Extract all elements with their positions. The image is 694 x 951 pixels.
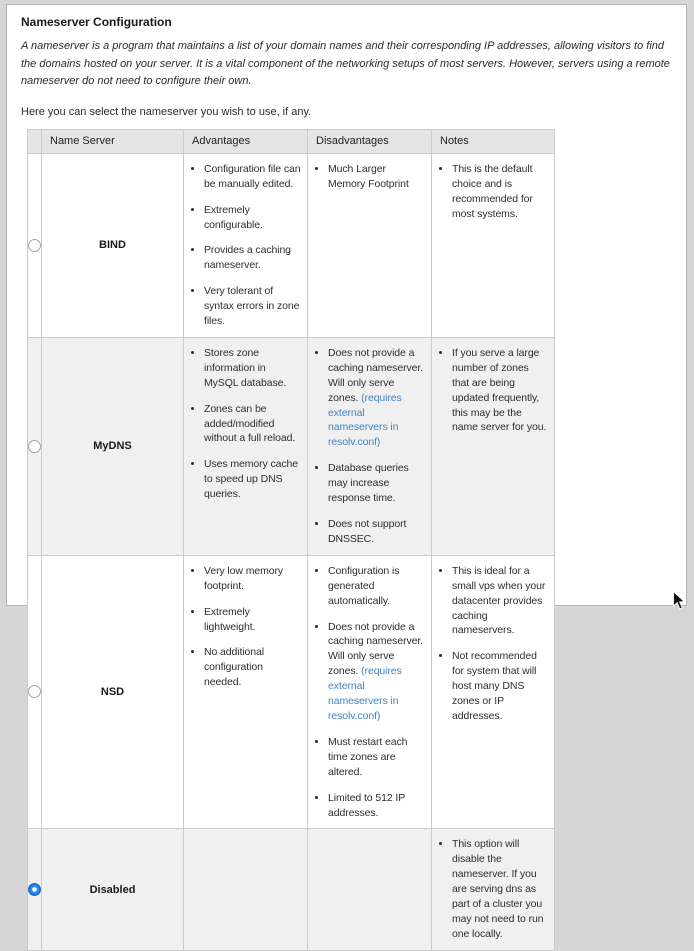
disadvantages-list bbox=[314, 346, 425, 547]
nameserver-radio-nsd[interactable] bbox=[28, 685, 41, 698]
notes-list bbox=[438, 346, 548, 435]
note-item: • If you serve a large number of zones that are being updated frequently, this may be the name server for you. bbox=[452, 346, 548, 435]
radio-cell bbox=[28, 153, 42, 337]
nameserver-radio-disabled[interactable] bbox=[28, 883, 41, 896]
advantage-item: • Extremely configurable. bbox=[204, 203, 301, 233]
nameserver-name: BIND bbox=[42, 153, 184, 337]
disadvantage-item: • Much Larger Memory Footprint bbox=[328, 162, 425, 192]
nameserver-table bbox=[27, 129, 555, 951]
resolv-conf-link[interactable]: (requires external nameservers in resolv.conf) bbox=[328, 391, 402, 449]
notes-cell bbox=[432, 337, 555, 555]
nameserver-name: MyDNS bbox=[42, 337, 184, 555]
advantages-list bbox=[190, 346, 301, 502]
advantage-item: • Stores zone information in MySQL database. bbox=[204, 346, 301, 391]
notes-cell bbox=[432, 153, 555, 337]
notes-cell bbox=[432, 829, 555, 950]
disadvantage-item: • Does not support DNSSEC. bbox=[328, 517, 425, 547]
advantage-item: • Extremely lightweight. bbox=[204, 605, 301, 635]
advantages-list bbox=[190, 564, 301, 690]
table-row bbox=[28, 153, 555, 337]
disadvantages-cell bbox=[308, 337, 432, 555]
nameserver-name: Disabled bbox=[42, 829, 184, 950]
note-item: • This is the default choice and is recommended for most systems. bbox=[452, 162, 548, 222]
disadvantage-item: • Configuration is generated automatically. bbox=[328, 564, 425, 609]
notes-list bbox=[438, 564, 548, 724]
advantages-cell bbox=[184, 153, 308, 337]
advantage-item: • Provides a caching nameserver. bbox=[204, 243, 301, 273]
disadvantages-cell bbox=[308, 153, 432, 337]
note-item: • This is ideal for a small vps when your datacenter provides caching nameservers. bbox=[452, 564, 548, 639]
advantages-list bbox=[190, 162, 301, 329]
column-header-advantages: Advantages bbox=[184, 129, 308, 153]
disadvantages-list bbox=[314, 564, 425, 821]
note-item: • Not recommended for system that will host many DNS zones or IP addresses. bbox=[452, 649, 548, 724]
table-body bbox=[28, 153, 555, 950]
advantage-item: • Very tolerant of syntax errors in zone files. bbox=[204, 284, 301, 329]
notes-list bbox=[438, 837, 548, 941]
advantage-item: • Configuration file can be manually edited. bbox=[204, 162, 301, 192]
radio-cell bbox=[28, 337, 42, 555]
nameserver-name: NSD bbox=[42, 555, 184, 829]
advantages-cell bbox=[184, 829, 308, 950]
column-header-notes: Notes bbox=[432, 129, 555, 153]
disadvantage-item: • Does not provide a caching nameserver. Will only serve zones. (requires external nameservers in resolv.conf) bbox=[328, 620, 425, 724]
nameserver-radio-bind[interactable] bbox=[28, 239, 41, 252]
disadvantages-cell bbox=[308, 829, 432, 950]
mouse-cursor-icon bbox=[672, 591, 686, 611]
select-instruction: Here you can select the nameserver you wish to use, if any. bbox=[21, 105, 312, 118]
radio-cell bbox=[28, 829, 42, 950]
column-header-disadvantages: Disadvantages bbox=[308, 129, 432, 153]
disadvantage-item: • Limited to 512 IP addresses. bbox=[328, 791, 425, 821]
advantages-cell bbox=[184, 337, 308, 555]
resolv-conf-link[interactable]: (requires external nameservers in resolv.conf) bbox=[328, 665, 402, 722]
advantage-item: • No additional configuration needed. bbox=[204, 645, 301, 690]
disadvantages-cell bbox=[308, 555, 432, 829]
table-header-row bbox=[28, 129, 555, 153]
note-item: • This option will disable the nameserver. If you are serving dns as part of a cluster you may not need to run one locally. bbox=[452, 837, 548, 941]
table-row bbox=[28, 337, 555, 555]
advantage-item: • Zones can be added/modified without a full reload. bbox=[204, 402, 301, 447]
table-row bbox=[28, 555, 555, 829]
advantages-cell bbox=[184, 555, 308, 829]
radio-cell bbox=[28, 555, 42, 829]
disadvantage-item: • Database queries may increase response time. bbox=[328, 461, 425, 506]
advantage-item: • Very low memory footprint. bbox=[204, 564, 301, 594]
nameserver-config-panel bbox=[6, 4, 687, 940]
disadvantages-list bbox=[314, 162, 425, 192]
nameserver-radio-mydns[interactable] bbox=[28, 440, 41, 453]
notes-list bbox=[438, 162, 548, 222]
table-row bbox=[28, 829, 555, 950]
page-title: Nameserver Configuration bbox=[21, 15, 172, 29]
disadvantage-item: • Must restart each time zones are altered. bbox=[328, 735, 425, 780]
page-description: A nameserver is a program that maintains a list of your domain names and their corresponding IP addresses, allowing visitors to find the domains hosted on your server. It is a vital component of the networking setups of most servers. However, servers using a remote nameserver do not need to configure their own. bbox=[21, 40, 670, 88]
column-header-name-server: Name Server bbox=[42, 129, 184, 153]
notes-cell bbox=[432, 555, 555, 829]
advantage-item: • Uses memory cache to speed up DNS queries. bbox=[204, 457, 301, 502]
radio-column-header bbox=[28, 129, 42, 153]
disadvantage-item: • Does not provide a caching nameserver. Will only serve zones. (requires external nameservers in resolv.conf) bbox=[328, 346, 425, 450]
